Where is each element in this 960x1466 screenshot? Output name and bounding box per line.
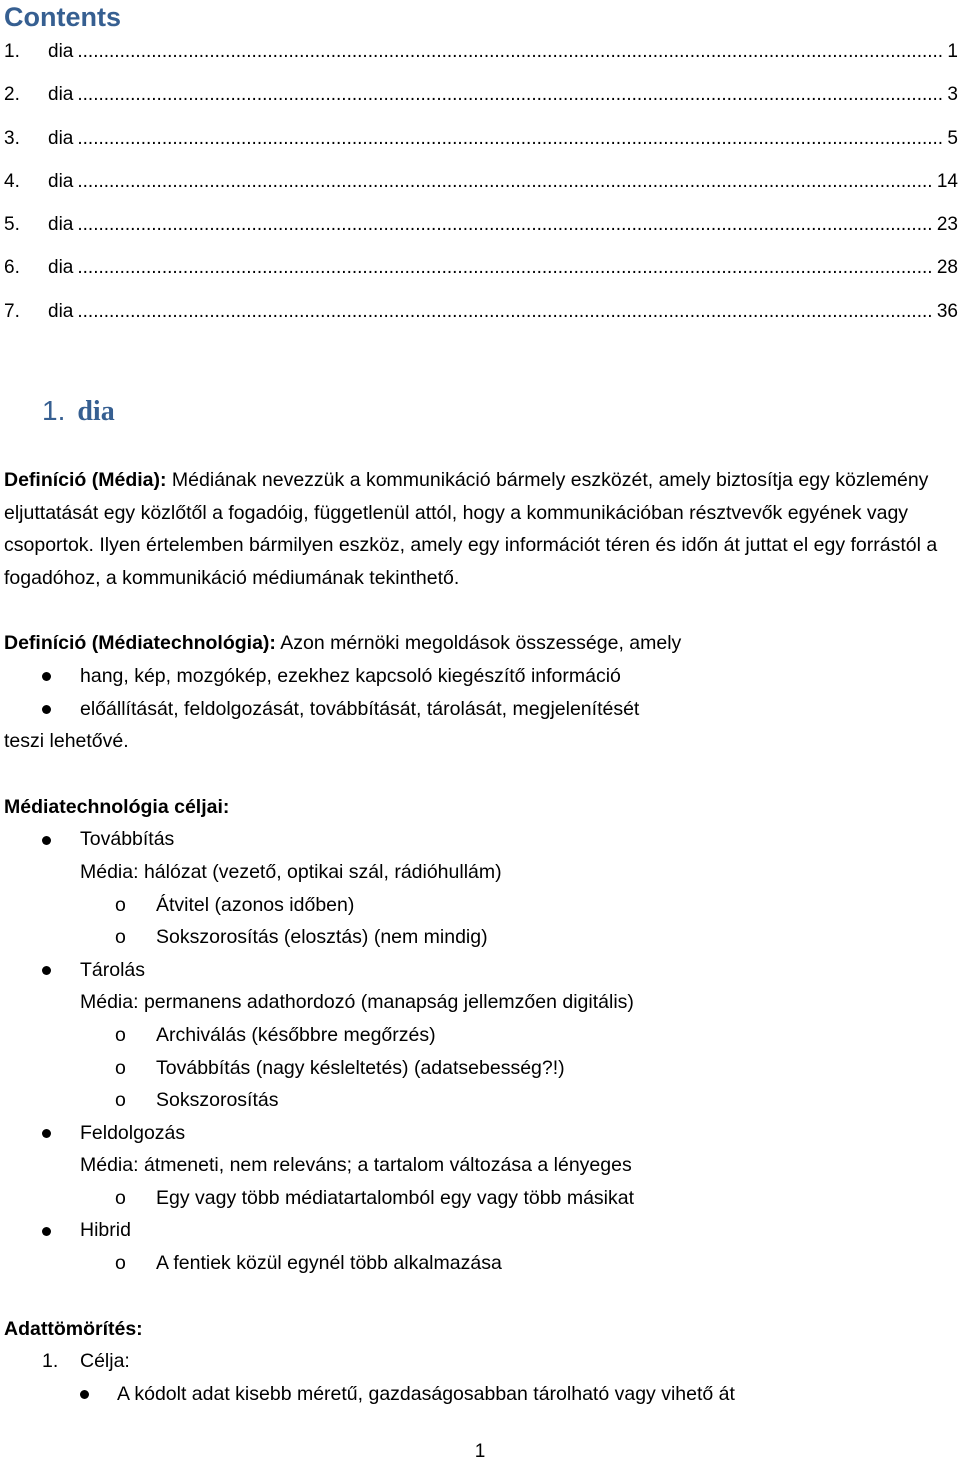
section-heading [42,392,115,431]
spacer [4,594,956,627]
goal-media: Média: átmeneti, nem releváns; a tartalom változása a lényeges [80,1154,632,1177]
goal-sub-item [4,1247,956,1280]
circle-bullet-icon: o [115,1023,126,1046]
section-number: 1. [42,395,66,426]
toc-entry-number: 5. [4,214,20,236]
goal-sub-text: Sokszorosítás [156,1089,279,1112]
numbered-item-text: Célja: [80,1350,130,1373]
document-body [4,464,956,1410]
goal-sub-item [4,1084,956,1117]
bullet-icon [42,660,51,693]
toc-entry-page: 36 [936,300,958,322]
circle-bullet-icon: o [115,1252,126,1275]
toc-entry-number: 4. [4,170,20,192]
spacer [4,758,956,791]
toc-entry-page: 23 [936,214,958,236]
list-item-text: előállítását, feldolgozását, továbbítását, tárolását, megjelenítését [80,697,640,720]
toc-entry-title: dia [48,84,74,106]
toc-entry-number: 3. [4,127,20,149]
toc-entry[interactable] [0,297,960,340]
goal-item [4,954,956,987]
page-number: 1 [474,1441,486,1462]
bullet-icon [80,1378,89,1411]
list-item [4,693,956,726]
compression-heading [4,1313,956,1346]
toc-entry-page: 5 [947,127,958,149]
toc-entry-number: 6. [4,257,20,279]
toc-entry-title: dia [48,41,74,62]
goal-title: Feldolgozás [80,1121,186,1144]
circle-bullet-icon: o [115,926,126,949]
definition-closing: teszi lehetővé. [4,730,129,753]
section-title: dia [77,396,115,427]
goal-item [4,1117,956,1150]
toc-leader-dots [77,253,933,283]
definition-label: Definíció (Médiatechnológia): [4,632,276,655]
toc-entry-title: dia [48,257,74,279]
toc-entry-number: 7. [4,300,20,322]
goal-item [4,1214,956,1247]
bullet-icon [42,954,51,987]
toc-entry[interactable] [0,253,960,296]
toc-leader-dots [77,210,933,240]
circle-bullet-icon: o [115,1089,126,1112]
toc-entry-title: dia [48,214,74,236]
toc-leader-dots [77,297,933,327]
goal-sub-text: Átvitel (azonos időben) [156,893,355,916]
list-item [4,1378,956,1411]
compression-heading-text: Adattömörítés: [4,1317,143,1340]
table-of-contents [0,37,960,340]
definition-media [4,464,956,594]
goal-sub-text: Továbbítás (nagy késleltetés) (adatsebesség?!) [156,1056,565,1079]
toc-title: Contents [4,2,121,32]
toc-entry[interactable] [0,210,960,253]
toc-leader-dots [77,124,943,154]
item-number: 1. [42,1350,59,1373]
goal-sub-text: Archiválás (későbbre megőrzés) [156,1023,436,1046]
goal-sub-item [4,1019,956,1052]
goal-media: Média: hálózat (vezető, optikai szál, rádióhullám) [80,860,502,883]
goal-sub-text: Sokszorosítás (elosztás) (nem mindig) [156,926,488,949]
toc-leader-dots [77,37,943,67]
circle-bullet-icon: o [115,893,126,916]
goal-item [4,823,956,856]
goal-sub-item [4,921,956,954]
circle-bullet-icon: o [115,1056,126,1079]
goal-sub-text: Egy vagy több médiatartalomból egy vagy több másikat [156,1186,635,1209]
toc-entry-page: 1 [947,41,958,62]
toc-entry[interactable] [0,167,960,210]
bullet-icon [42,1214,51,1247]
toc-leader-dots [77,167,933,197]
circle-bullet-icon: o [115,1186,126,1209]
toc-entry-page: 14 [936,170,958,192]
list-item-text: hang, kép, mozgókép, ezekhez kapcsoló kiegészítő információ [80,664,621,687]
toc-entry-title: dia [48,127,74,149]
list-item [4,660,956,693]
toc-entry-page: 28 [936,257,958,279]
bullet-icon [42,1117,51,1150]
goals-heading-text: Médiatechnológia céljai: [4,795,230,818]
goal-sub-text: A fentiek közül egynél több alkalmazása [156,1252,502,1275]
goals-heading [4,791,956,824]
toc-entry[interactable] [0,80,960,123]
numbered-item [4,1345,956,1378]
toc-leader-dots [77,80,943,110]
list-item-text: A kódolt adat kisebb méretű, gazdaságosabban tárolható vagy vihető át [117,1382,735,1405]
goal-sub-item [4,889,956,922]
definition-label: Definíció (Média): [4,469,167,491]
goal-title: Tárolás [80,958,146,981]
toc-entry-number: 1. [4,41,20,62]
definition-text: Azon mérnöki megoldások összessége, amely [275,632,682,655]
toc-entry[interactable] [0,37,960,80]
toc-entry[interactable] [0,124,960,167]
bullet-icon [42,693,51,726]
definition-tech [4,627,956,660]
goal-title: Hibrid [80,1219,131,1242]
goal-sub-item [4,1182,956,1215]
goal-media: Média: permanens adathordozó (manapság jellemzően digitális) [80,991,634,1014]
definition-text: Médiának nevezzük a kommunikáció bármely eszközét, amely biztosítja egy közlemény eljuttatását egy közlőtől a fogadóig, függetlenül attól, hogy a kommunikációban résztvevők egyének vagy csoportok. Ilyen értelemben bármilyen eszköz, amely egy információt téren és időn át juttat el egy forrástól a fogadóhoz, a kommunikáció médiumának tekinthető. [4,469,938,589]
goal-sub-item [4,1052,956,1085]
toc-entry-page: 3 [947,84,958,106]
toc-entry-number: 2. [4,84,20,106]
goal-title: Továbbítás [80,828,175,851]
toc-entry-title: dia [48,170,74,192]
toc-entry-title: dia [48,300,74,322]
spacer [4,1280,956,1313]
bullet-icon [42,823,51,856]
